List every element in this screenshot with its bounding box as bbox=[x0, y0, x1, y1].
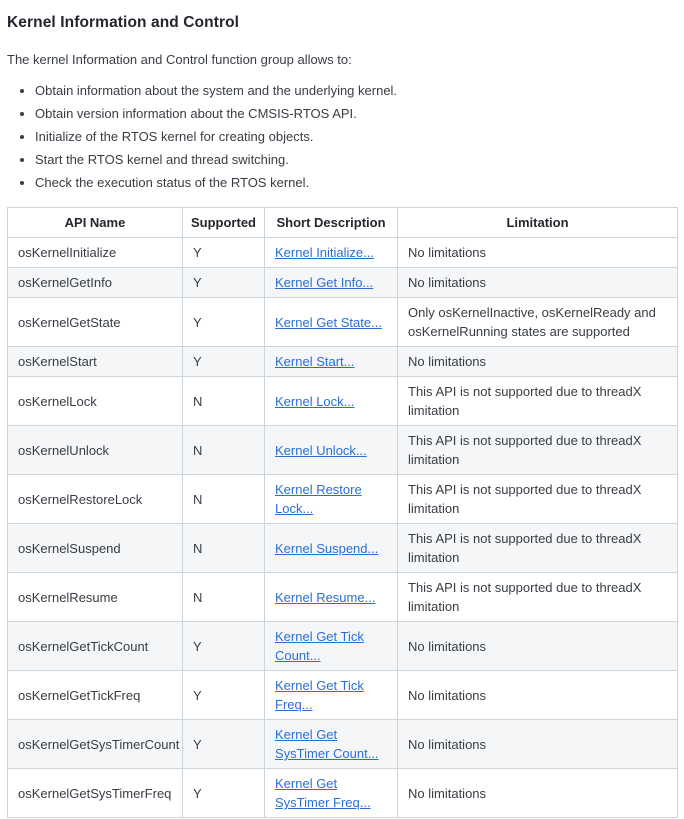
api-name-cell: osKernelInitialize bbox=[8, 238, 183, 268]
api-name-cell: osKernelGetTickFreq bbox=[8, 671, 183, 720]
limitation-cell: This API is not supported due to threadX limitation bbox=[398, 377, 678, 426]
limitation-cell: Only osKernelInactive, osKernelReady and osKernelRunning states are supported bbox=[398, 298, 678, 347]
table-row bbox=[8, 377, 678, 426]
header-short-description: Short Description bbox=[265, 208, 398, 238]
api-name-cell: osKernelGetTickCount bbox=[8, 622, 183, 671]
short-description-cell bbox=[265, 426, 398, 475]
supported-cell: Y bbox=[183, 268, 265, 298]
table-header-row bbox=[8, 208, 678, 238]
table-row bbox=[8, 622, 678, 671]
limitation-cell: This API is not supported due to threadX limitation bbox=[398, 524, 678, 573]
list-item: • Obtain version information about the CMSIS-RTOS API. bbox=[35, 106, 677, 121]
short-description-cell bbox=[265, 298, 398, 347]
short-description-link[interactable]: Kernel Get SysTimer Count... bbox=[275, 727, 379, 762]
limitation-cell: No limitations bbox=[398, 622, 678, 671]
supported-cell: N bbox=[183, 524, 265, 573]
table-row bbox=[8, 671, 678, 720]
api-name-cell: osKernelResume bbox=[8, 573, 183, 622]
header-limitation: Limitation bbox=[398, 208, 678, 238]
limitation-cell: No limitations bbox=[398, 671, 678, 720]
api-name-cell: osKernelSuspend bbox=[8, 524, 183, 573]
api-name-cell: osKernelLock bbox=[8, 377, 183, 426]
table-row bbox=[8, 238, 678, 268]
limitation-cell: This API is not supported due to threadX limitation bbox=[398, 426, 678, 475]
supported-cell: Y bbox=[183, 769, 265, 818]
supported-cell: Y bbox=[183, 671, 265, 720]
supported-cell: Y bbox=[183, 298, 265, 347]
short-description-link[interactable]: Kernel Suspend... bbox=[275, 540, 379, 556]
short-description-cell bbox=[265, 347, 398, 377]
short-description-link[interactable]: Kernel Start... bbox=[275, 354, 355, 370]
short-description-link[interactable]: Kernel Restore Lock... bbox=[275, 482, 362, 517]
table-row bbox=[8, 573, 678, 622]
supported-cell: Y bbox=[183, 622, 265, 671]
limitation-cell: No limitations bbox=[398, 268, 678, 298]
short-description-cell bbox=[265, 622, 398, 671]
page-title: Kernel Information and Control bbox=[7, 14, 240, 31]
short-description-link[interactable]: Kernel Unlock... bbox=[275, 442, 367, 458]
supported-cell: N bbox=[183, 426, 265, 475]
header-supported: Supported bbox=[183, 208, 265, 238]
supported-cell: N bbox=[183, 573, 265, 622]
api-name-cell: osKernelGetSysTimerCount bbox=[8, 720, 183, 769]
supported-cell: N bbox=[183, 377, 265, 426]
table-row bbox=[8, 475, 678, 524]
limitation-cell: No limitations bbox=[398, 720, 678, 769]
short-description-link[interactable]: Kernel Get Tick Count... bbox=[275, 629, 364, 664]
short-description-link[interactable]: Kernel Get State... bbox=[275, 314, 382, 330]
short-description-cell bbox=[265, 268, 398, 298]
supported-cell: Y bbox=[183, 238, 265, 268]
list-item: • Check the execution status of the RTOS kernel. bbox=[35, 175, 677, 190]
table-row bbox=[8, 720, 678, 769]
short-description-link[interactable]: Kernel Resume... bbox=[275, 589, 376, 605]
table-row bbox=[8, 524, 678, 573]
api-name-cell: osKernelUnlock bbox=[8, 426, 183, 475]
intro-text: The kernel Information and Control function group allows to: bbox=[7, 52, 352, 67]
table-row bbox=[8, 298, 678, 347]
short-description-cell bbox=[265, 524, 398, 573]
list-item: • Obtain information about the system and the underlying kernel. bbox=[35, 83, 677, 98]
supported-cell: Y bbox=[183, 347, 265, 377]
short-description-cell bbox=[265, 573, 398, 622]
supported-cell: Y bbox=[183, 720, 265, 769]
short-description-link[interactable]: Kernel Get SysTimer Freq... bbox=[275, 776, 371, 811]
table-row bbox=[8, 268, 678, 298]
list-item: • Start the RTOS kernel and thread switching. bbox=[35, 152, 677, 167]
header-api-name: API Name bbox=[8, 208, 183, 238]
limitation-cell: No limitations bbox=[398, 238, 678, 268]
limitation-cell: No limitations bbox=[398, 347, 678, 377]
api-name-cell: osKernelGetInfo bbox=[8, 268, 183, 298]
short-description-cell bbox=[265, 377, 398, 426]
short-description-cell bbox=[265, 720, 398, 769]
supported-cell: N bbox=[183, 475, 265, 524]
api-name-cell: osKernelStart bbox=[8, 347, 183, 377]
short-description-link[interactable]: Kernel Get Tick Freq... bbox=[275, 678, 364, 713]
api-name-cell: osKernelRestoreLock bbox=[8, 475, 183, 524]
limitation-cell: This API is not supported due to threadX limitation bbox=[398, 573, 678, 622]
short-description-link[interactable]: Kernel Lock... bbox=[275, 393, 355, 409]
api-name-cell: osKernelGetState bbox=[8, 298, 183, 347]
feature-list bbox=[7, 83, 677, 190]
list-item: • Initialize of the RTOS kernel for creating objects. bbox=[35, 129, 677, 144]
short-description-cell bbox=[265, 769, 398, 818]
table-row bbox=[8, 347, 678, 377]
short-description-cell bbox=[265, 671, 398, 720]
table-row bbox=[8, 426, 678, 475]
limitation-cell: This API is not supported due to threadX limitation bbox=[398, 475, 678, 524]
api-table bbox=[7, 207, 678, 818]
limitation-cell: No limitations bbox=[398, 769, 678, 818]
short-description-cell bbox=[265, 475, 398, 524]
api-name-cell: osKernelGetSysTimerFreq bbox=[8, 769, 183, 818]
short-description-link[interactable]: Kernel Get Info... bbox=[275, 275, 374, 291]
short-description-link[interactable]: Kernel Initialize... bbox=[275, 245, 374, 261]
short-description-cell bbox=[265, 238, 398, 268]
table-row bbox=[8, 769, 678, 818]
